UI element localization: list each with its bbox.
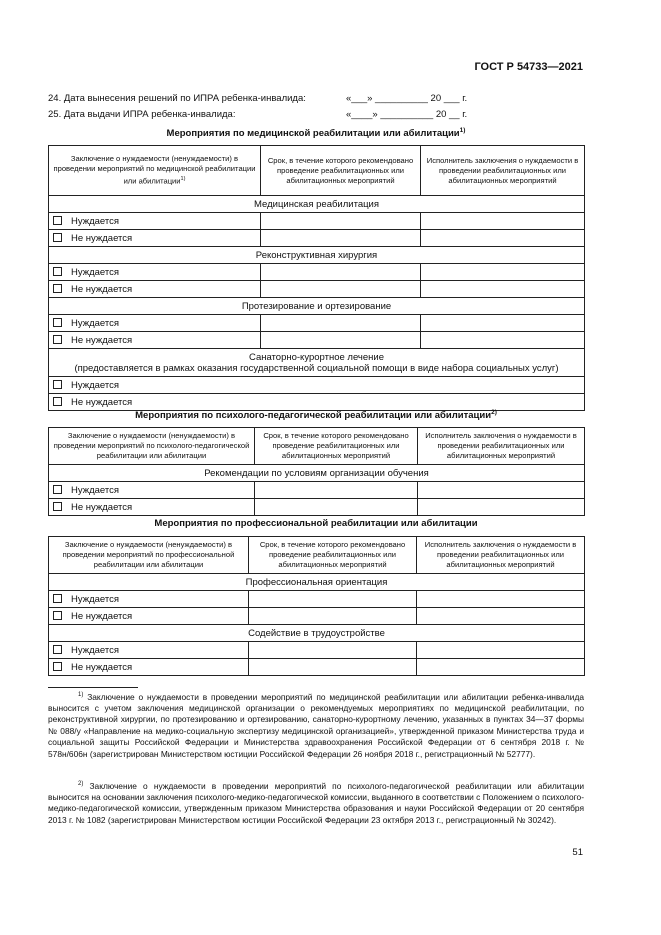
- not-needs-option[interactable]: Не нуждается: [49, 230, 261, 247]
- subsection-row: Протезирование и ортезирование: [49, 298, 585, 315]
- table-row: [49, 394, 585, 411]
- subsection-row: Рекомендации по условиям организации обучения: [49, 465, 585, 482]
- executor-cell[interactable]: [417, 659, 585, 676]
- sanatorium-note: (предоставляется в рамках оказания государственной социальной помощи в виде набора социальных услуг): [74, 362, 559, 374]
- needs-option[interactable]: Нуждается: [49, 315, 261, 332]
- executor-cell[interactable]: [418, 499, 585, 516]
- table-row: [49, 377, 585, 394]
- checkbox[interactable]: [53, 594, 62, 603]
- term-cell[interactable]: [261, 230, 421, 247]
- not-needs-option[interactable]: Не нуждается: [49, 608, 249, 625]
- not-needs-option[interactable]: Не нуждается: [49, 281, 261, 298]
- section-title-psych: Мероприятия по психолого-педагогической реабилитации или абилитации$^{2)}$: [135, 409, 497, 422]
- field-label: 24. Дата вынесения решений по ИПРА ребенка-инвалида:: [48, 93, 306, 104]
- table-row: [49, 332, 585, 349]
- term-cell[interactable]: [255, 482, 418, 499]
- col-header-conclusion: Заключение о нуждаемости (ненуждаемости) в проведении мероприятий по профессиональной реабилитации или абилитации: [49, 537, 249, 574]
- executor-cell[interactable]: [421, 315, 585, 332]
- executor-cell[interactable]: [421, 230, 585, 247]
- table-row: [49, 608, 585, 625]
- table-row: [49, 213, 585, 230]
- not-needs-option[interactable]: Не нуждается: [49, 332, 261, 349]
- subsection-row: Медицинская реабилитация: [49, 196, 585, 213]
- field-decision-date: [48, 93, 467, 104]
- subsection-row: Профессиональная ориентация: [49, 574, 585, 591]
- table-row: [49, 642, 585, 659]
- footnote-1: $^{1)}$ Заключение о нуждаемости в проведении мероприятий по медицинской реабилитации или абилитации ребенка-инвалида выносится с учетом заключения медицинской организации о рекомендуемых мероприятиях по медицинской реабилитации, по реконструктивной хирургии, по протезированию и ортезированию, санаторно-курортному лечению, указанных в пунктах 34—37 формы № 088/у «Направление на медико-социальную экспертизу медицинской организацией», утвержденной приказом Министерства труда и социальной защиты Российской Федерации и Министерства здравоохранения Российской Федерации от 6 сентября 2018 г. № 578н/606н (зарегистрирован Министерством юстиции Российской Федерации 26 ноября 2018 г., регистрационный № 52777).: [48, 691, 584, 759]
- checkbox[interactable]: [53, 662, 62, 671]
- executor-cell[interactable]: [417, 642, 585, 659]
- footnote-divider: [48, 687, 138, 688]
- not-needs-option[interactable]: Не нуждается: [49, 659, 249, 676]
- needs-option[interactable]: Нуждается: [49, 377, 585, 394]
- checkbox[interactable]: [53, 216, 62, 225]
- checkbox[interactable]: [53, 485, 62, 494]
- table-row: [49, 315, 585, 332]
- section-title-medical: Мероприятия по медицинской реабилитации или абилитации$^{1)}$: [166, 127, 466, 140]
- page-number: 51: [572, 847, 583, 858]
- needs-option[interactable]: Нуждается: [49, 591, 249, 608]
- field-value[interactable]: «____» __________ 20 __ г.: [346, 109, 468, 120]
- table-row: [49, 281, 585, 298]
- table-row: [49, 482, 585, 499]
- checkbox[interactable]: [53, 318, 62, 327]
- field-label: 25. Дата выдачи ИПРА ребенка-инвалида:: [48, 109, 236, 120]
- table-row: [49, 264, 585, 281]
- checkbox[interactable]: [53, 335, 62, 344]
- executor-cell[interactable]: [418, 482, 585, 499]
- term-cell[interactable]: [249, 659, 417, 676]
- checkbox[interactable]: [53, 611, 62, 620]
- checkbox[interactable]: [53, 645, 62, 654]
- executor-cell[interactable]: [421, 264, 585, 281]
- needs-option[interactable]: Нуждается: [49, 482, 255, 499]
- needs-option[interactable]: Нуждается: [49, 264, 261, 281]
- table-row: [49, 659, 585, 676]
- executor-cell[interactable]: [421, 281, 585, 298]
- executor-cell[interactable]: [421, 332, 585, 349]
- executor-cell[interactable]: [417, 608, 585, 625]
- executor-cell[interactable]: [421, 213, 585, 230]
- footnote-2: $^{2)}$ Заключение о нуждаемости в проведении мероприятий по психолого-педагогической реабилитации или абилитации выносится на основании заключения психолого-медико-педагогической комиссии, выданного в соответствии с Положением о психолого-медико-педагогической комиссии, утвержденным приказом Министерства образования и науки Российской Федерации от 20 сентября 2013 г. № 1082 (зарегистрирован Министерством юстиции Российской Федерации 23 октября 2013 г., регистрационный № 30242).: [48, 780, 584, 825]
- term-cell[interactable]: [249, 608, 417, 625]
- term-cell[interactable]: [249, 591, 417, 608]
- checkbox[interactable]: [53, 502, 62, 511]
- term-cell[interactable]: [249, 642, 417, 659]
- subsection-row: Содействие в трудоустройстве: [49, 625, 585, 642]
- needs-option[interactable]: Нуждается: [49, 213, 261, 230]
- col-header-executor: Исполнитель заключения о нуждаемости в проведении реабилитационных или абилитационных мероприятий: [418, 428, 585, 465]
- term-cell[interactable]: [255, 499, 418, 516]
- checkbox[interactable]: [53, 233, 62, 242]
- table-row: [49, 230, 585, 247]
- col-header-executor: Исполнитель заключения о нуждаемости в проведении реабилитационных или абилитационных мероприятий: [417, 537, 585, 574]
- medical-table: [48, 145, 585, 411]
- field-value[interactable]: «___» __________ 20 ___ г.: [346, 93, 468, 104]
- col-header-term: Срок, в течение которого рекомендовано проведение реабилитационных или абилитационных мероприятий: [261, 146, 421, 196]
- col-header-term: Срок, в течение которого рекомендовано проведение реабилитационных или абилитационных мероприятий: [249, 537, 417, 574]
- table-row: [49, 591, 585, 608]
- checkbox[interactable]: [53, 267, 62, 276]
- prof-table: [48, 536, 585, 676]
- subsection-row: Реконструктивная хирургия: [49, 247, 585, 264]
- col-header-term: Срок, в течение которого рекомендовано проведение реабилитационных или абилитационных мероприятий: [255, 428, 418, 465]
- term-cell[interactable]: [261, 315, 421, 332]
- term-cell[interactable]: [261, 281, 421, 298]
- table-row: [49, 499, 585, 516]
- col-header-conclusion: Заключение о нуждаемости (ненуждаемости) в проведении мероприятий по психолого-педагогической реабилитации или абилитации: [49, 428, 255, 465]
- section-title-prof: Мероприятия по профессиональной реабилитации или абилитации: [154, 518, 478, 529]
- subsection-row: Санаторно-курортное лечение (предоставляется в рамках оказания государственной социальной помощи в виде набора социальных услуг): [49, 349, 585, 377]
- field-issue-date: [48, 109, 467, 120]
- col-header-conclusion: Заключение о нуждаемости (ненуждаемости) в проведении мероприятий по медицинской реабилитации или абилитации$^{1)}$: [49, 146, 261, 196]
- checkbox[interactable]: [53, 380, 62, 389]
- col-header-executor: Исполнитель заключения о нуждаемости в проведении реабилитационных или абилитационных мероприятий: [421, 146, 585, 196]
- not-needs-option[interactable]: Не нуждается: [49, 499, 255, 516]
- standard-header: ГОСТ Р 54733—2021: [474, 61, 583, 73]
- checkbox[interactable]: [53, 284, 62, 293]
- not-needs-option[interactable]: Не нуждается: [49, 394, 585, 411]
- checkbox[interactable]: [53, 397, 62, 406]
- needs-option[interactable]: Нуждается: [49, 642, 249, 659]
- psych-table: [48, 427, 585, 516]
- term-cell[interactable]: [261, 332, 421, 349]
- term-cell[interactable]: [261, 264, 421, 281]
- term-cell[interactable]: [261, 213, 421, 230]
- executor-cell[interactable]: [417, 591, 585, 608]
